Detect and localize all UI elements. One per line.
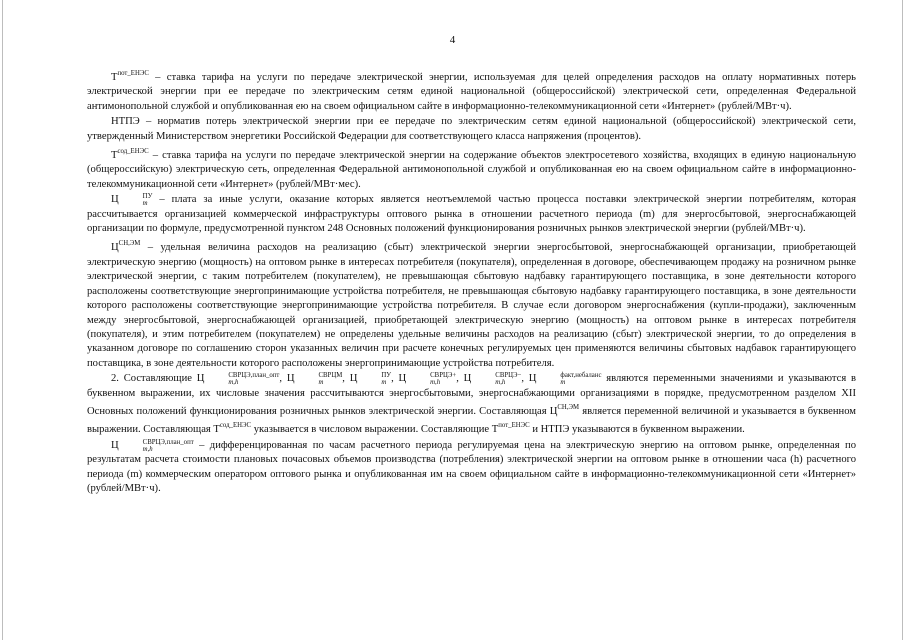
- symbol-lower-index: m: [142, 200, 148, 208]
- symbol-c-svrce-minus: Ц СВРЦЭ− m,h: [463, 372, 522, 387]
- symbol-indices: [119, 439, 194, 453]
- symbol-c-svrce-plan-opt: Ц СВРЦЭ,план_опт m,h: [196, 372, 280, 387]
- paragraph-t-pot-enes: [87, 67, 856, 114]
- symbol-c-pu: [111, 193, 153, 208]
- symbol-superscript: сод_ЕНЭС: [117, 148, 149, 156]
- symbol-indices: [119, 193, 153, 207]
- symbol-letter: Ц: [111, 242, 119, 254]
- symbol-letter: Ц: [111, 194, 119, 206]
- paragraph-t-sod-enes: [87, 145, 856, 192]
- symbol-t-sod-enes: [111, 150, 149, 161]
- paragraph-text: НТПЭ – норматив потерь электрической энергии при ее передаче по электрическим сетям единой национальной (общероссийской) электрической сети, утвержденный Министерством энергетики Российской Федерации для соответствующего класса напряжения (процентов).: [87, 116, 856, 142]
- symbol-c-fakt-nebalans: Ц факт,небаланс m: [528, 372, 602, 387]
- symbol-c-svrcm: Ц СВРЦМ m: [286, 372, 343, 387]
- symbol-lower-index: m,h: [142, 445, 153, 453]
- symbol-c-sn-em: [111, 242, 140, 253]
- paragraph-text: – ставка тарифа на услуги по передаче электрической энергии на содержание объектов электросетевого хозяйства, входящих в единую национальную (общероссийскую) электрическую сеть, определенная Федеральной антимонопольной службой и опубликованная ею на своем официальном сайте в информационно-телекоммуникационной сети «Интернет» (рублей/МВт·мес).: [87, 150, 856, 190]
- document-body: [87, 67, 856, 497]
- paragraph-c-svrce-plan-opt: [87, 439, 856, 497]
- section-2-text: является переменной величиной и указывается в буквенном выражении. Составляющая: [87, 405, 856, 436]
- paragraph-ntpe: [87, 115, 856, 144]
- symbol-superscript: СН,ЭМ: [118, 240, 141, 248]
- paragraph-section-2: 2. Составляющие Ц СВРЦЭ,план_опт m,h , Ц СВРЦМ m , Ц ПУ m , Ц СВРЦЭ+ m,h , Ц СВРЦЭ− m,h , Ц факт,небаланс m являются переменными значениями и указываются в буквенном выражении, их числовые значения рассчитываются энергосбытовыми, энергоснабжающими организациями в порядке, предусмотренном разделом XII Основных положений функционирования розничных рынков электрической энергии. Составляющая $Ц^{СН,ЭМ}$ является переменной величиной и указывается в буквенном выражении. Составляющая $Т^{сод\_ЕНЭС}$ указывается в числовом выражении. Составляющие $Т^{пот\_ЕНЭС}$ и НТПЭ указываются в буквенном выражении.: [87, 372, 856, 436]
- symbol-t-pot-enes-inline: $Т^{пот\_ЕНЭС}$: [491, 422, 530, 436]
- symbol-c-svrce-plus: Ц СВРЦЭ+ m,h: [398, 372, 457, 387]
- paragraph-c-pu: [87, 193, 856, 236]
- section-2-text: являются переменными значениями и указываются в буквенном выражении, их числовые значения рассчитываются энергосбытовыми, энергоснабжающими организациями в порядке, предусмотренном разделом XII Основных положений функционирования розничных рынков электрической энергии. Составляющая: [87, 373, 856, 417]
- paragraph-text: – дифференцированная по часам расчетного периода регулируемая цена на электрическую энергию на оптовом рынке, определенная по результатам расчета стоимости плановых почасовых объемов производства (потребления) электрической энергии на оптовом рынке в отношении часа (h) расчетного периода (m) коммерческим оператором оптового рынка и опубликованная им на своем официальном сайте в информационно-телекоммуникационной сети «Интернет» (рублей/МВт·ч).: [87, 439, 856, 494]
- section-2-lead: 2. Составляющие: [111, 373, 197, 385]
- symbol-upper-index: СВРЦЭ,план_опт: [142, 438, 194, 446]
- symbol-letter: Ц: [111, 439, 119, 451]
- symbol-c-svrce-plan-opt-def: [111, 440, 194, 451]
- symbol-letter: Т: [111, 150, 118, 162]
- page-border-right: [902, 0, 903, 640]
- paragraph-text: – ставка тарифа на услуги по передаче электрической энергии, используемая для целей определения расходов на оплату нормативных потерь электрической энергии при ее передаче по электрическим сетям единой национальной (общероссийской) электрической сети, определенная Федеральной антимонопольной службой и опубликованная ею на своем официальном сайте в информационно-телекоммуникационной сети «Интернет» (рублей/МВт·ч).: [87, 72, 856, 112]
- paragraph-c-sn-em: [87, 237, 856, 371]
- symbol-superscript: пот_ЕНЭС: [117, 70, 149, 77]
- page-border-left: [2, 0, 3, 640]
- symbol-c-sn-em-inline: $Ц^{СН,ЭМ}$: [549, 403, 580, 417]
- symbol-upper-index: ПУ: [142, 193, 153, 201]
- symbol-c-pu-inline: Ц ПУ m: [349, 372, 392, 387]
- paragraph-text: – плата за иные услуги, оказание которых является неотъемлемой частью процесса поставки электрической энергии потребителям, которая рассчитывается организацией коммерческой инфраструктуры оптового рынка в отношении расчетного периода (m) для энергосбытовой, энергоснабжающей организации по формуле, предусмотренной пунктом 248 Основных положений функционирования розничных рынков электрической энергии (рублей/МВт·ч).: [87, 194, 856, 235]
- symbol-t-sod-enes-inline: $Т^{сод\_ЕНЭС}$: [213, 422, 252, 436]
- section-2-text: указывается в числовом выражении. Составляющие: [251, 424, 492, 436]
- paragraph-text: – удельная величина расходов на реализацию (сбыт) электрической энергии энергосбытовой, энергоснабжающей организации, приобретающей электрическую энергию (мощность) на оптовом рынке в интересах потребителя (покупателя), определенная в договоре, обеспечивающем продажу на розничном рынке электрической энергии, с таким потребителем (покупателем), не превышающая сбытовую надбавку гарантирующего поставщика, в зоне деятельности которого расположены соответствующие энергопринимающие устройства потребителя, не превышающая сбытовую надбавку гарантирующего поставщика, в зоне деятельности которого расположены соответствующие энергопринимающие устройства потребителя. В случае если договором энергоснабжения (купли-продажи), заключенным между энергосбытовой, энергоснабжающей организацией, приобретающей электрическую энергию (мощность) на оптовом рынке в интересах потребителя (покупателя), и этим потребителем (покупателем) не определены удельные величины расходов на реализацию (сбыт) электрической энергии, то до определения в указанном договоре по соглашению сторон указанных величин при расчете конечных регулируемых цен применяются величины сбытовых надбавок гарантирующего поставщика, в зоне деятельности которого расположены энергопринимающие устройства потребителя.: [87, 242, 856, 369]
- symbol-letter: Т: [111, 72, 118, 83]
- page-number: 4: [449, 34, 456, 46]
- section-2-text: и НТПЭ указываются в буквенном выражении.: [529, 424, 745, 436]
- symbol-t-pot-enes: [111, 72, 149, 83]
